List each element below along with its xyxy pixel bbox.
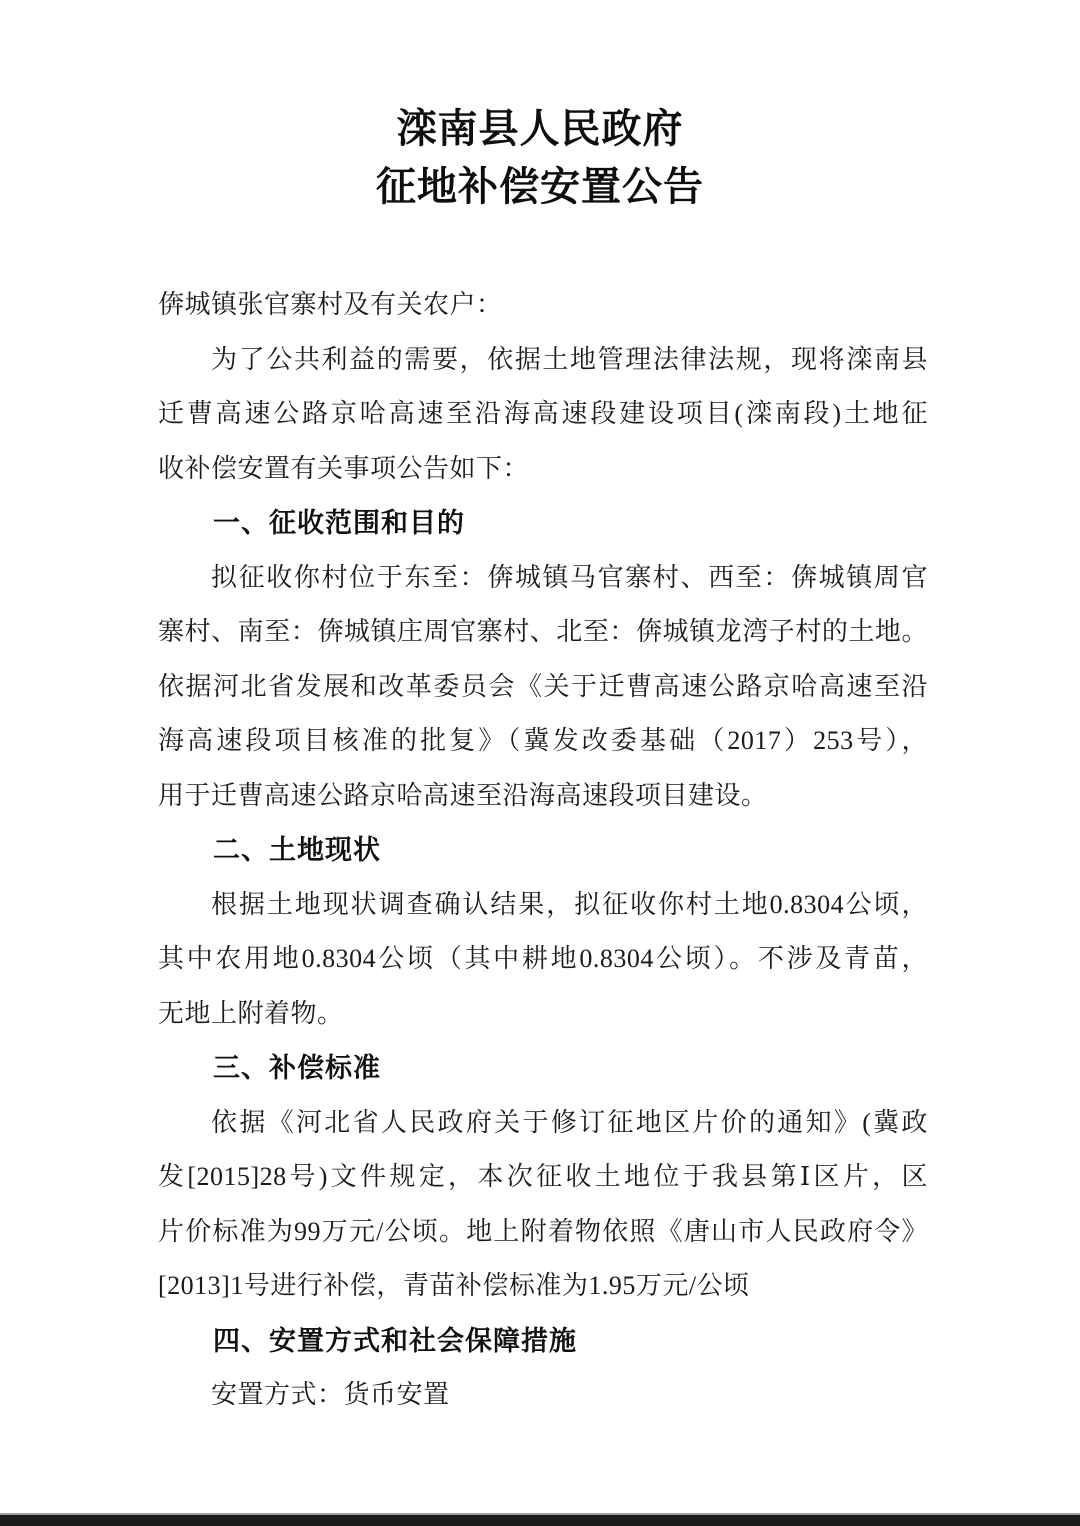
text-line: 根据土地现状调查确认结果，拟征收你村土地0.8304公顷，	[211, 889, 928, 919]
document-body	[158, 278, 928, 1423]
text-line: 收补偿安置有关事项公告如下：	[158, 453, 530, 483]
text-line: 依据《河北省人民政府关于修订征地区片价的通知》(冀政	[211, 1107, 928, 1137]
text-line: 为了公共利益的需要，依据土地管理法律法规，现将滦南县	[211, 344, 928, 374]
title-line-2: 征地补偿安置公告	[376, 164, 704, 209]
section-heading: 三、补偿标准	[213, 1053, 381, 1083]
text-line: 寨村、南至：倴城镇庄周官寨村、北至：倴城镇龙湾子村的土地。	[158, 617, 928, 646]
text-line: 无地上附着物。	[158, 998, 344, 1028]
text-line: 迁曹高速公路京哈高速至沿海高速段建设项目(滦南段)土地征	[158, 399, 928, 428]
text-line: 其中农用地0.8304公顷（其中耕地0.8304公顷）。不涉及青苗，	[158, 944, 928, 973]
text-line: 海高速段项目核准的批复》（冀发改委基础（2017）253号），	[158, 726, 928, 755]
section-heading: 二、土地现状	[213, 835, 381, 865]
text-line: 发[2015]28号)文件规定，本次征收土地位于我县第Ⅰ区片，区	[158, 1162, 928, 1191]
text-line: 片价标准为99万元/公顷。地上附着物依照《唐山市人民政府令》	[158, 1216, 928, 1246]
scan-edge-artifact	[0, 1515, 1080, 1526]
text-line: 倴城镇张官寨村及有关农户：	[158, 290, 503, 319]
text-line: 依据河北省发展和改革委员会《关于迁曹高速公路京哈高速至沿	[158, 671, 928, 701]
section-heading: 一、征收范围和目的	[213, 508, 465, 538]
section-heading: 四、安置方式和社会保障措施	[213, 1325, 577, 1356]
title-line-1: 滦南县人民政府	[396, 106, 684, 151]
text-line: 用于迁曹高速公路京哈高速至沿海高速段项目建设。	[158, 780, 768, 810]
document-title	[0, 100, 1080, 216]
text-line: [2013]1号进行补偿，青苗补偿标准为1.95万元/公顷	[158, 1271, 750, 1300]
text-line: 安置方式：货币安置	[211, 1380, 450, 1409]
text-line: 拟征收你村位于东至：倴城镇马官寨村、西至：倴城镇周官	[211, 562, 928, 592]
